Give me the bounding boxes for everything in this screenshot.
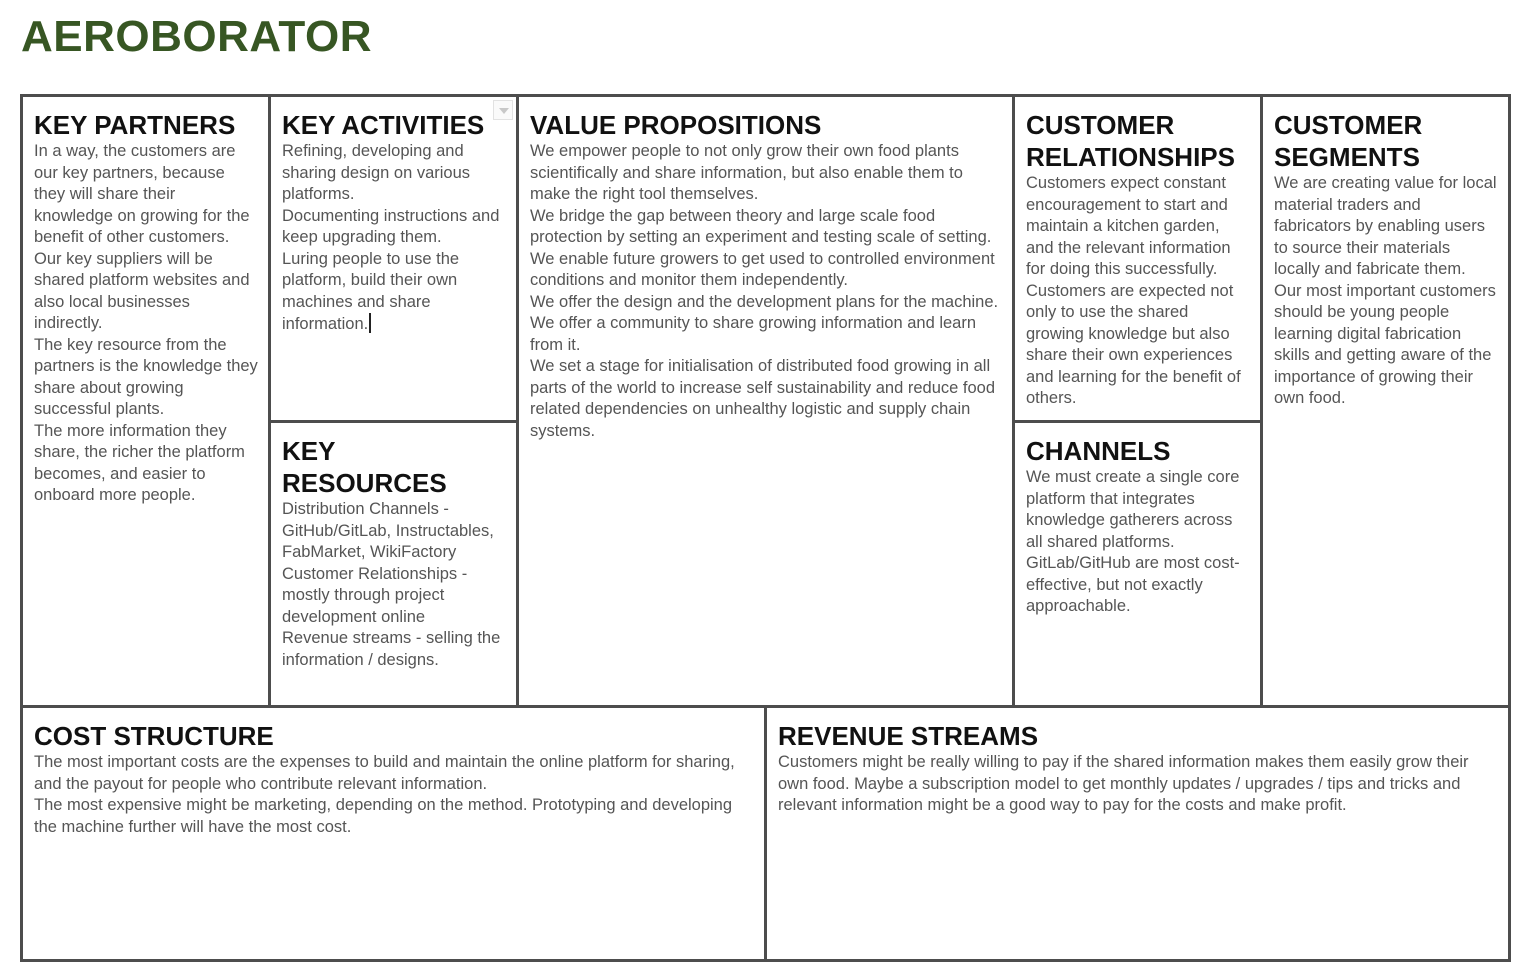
key-activities-cell[interactable] [271, 97, 516, 420]
customer-segments-heading [1274, 109, 1498, 173]
key-activities-heading: KEY ACTIVITIES [282, 110, 485, 140]
text-line [282, 249, 506, 336]
cost-structure-text [34, 752, 754, 838]
customer-relationships-text [1026, 173, 1250, 410]
heading-line: SEGMENTS [1274, 142, 1420, 172]
text-line: The key resource from the partners is the knowledge they share about growing successful plants. [34, 335, 258, 418]
text-line: Our most important customers should be young people learning digital fabrication skills and getting aware of the importance of growing their own food. [1274, 281, 1496, 407]
key-partners-cell[interactable] [23, 97, 268, 705]
channels-heading: CHANNELS [1026, 436, 1171, 466]
text-line: We enable future growers to get used to controlled environment conditions and monitor them independently. [530, 249, 995, 289]
text-line: Customer Relationships - mostly through project development online [282, 564, 468, 626]
customer-relationships-cell[interactable] [1015, 97, 1260, 420]
text-line: Distribution Channels - GitHub/GitLab, Instructables, FabMarket, WikiFactory [282, 500, 494, 561]
text-line: Customers expect constant encouragement to start and maintain a kitchen garden, and the relevant information for doing this successfully. [1026, 174, 1231, 278]
heading-line: CUSTOMER [1274, 110, 1423, 140]
text-cursor [369, 313, 371, 333]
customer-segments-cell[interactable] [1263, 97, 1508, 705]
text-line: Our key suppliers will be shared platform websites and also local businesses indirectly. [34, 249, 250, 332]
key-partners-heading: KEY PARTNERS [34, 110, 236, 140]
key-activities-text [282, 141, 506, 336]
key-resources-text [282, 499, 506, 671]
value-propositions-heading: VALUE PROPOSITIONS [530, 110, 822, 140]
key-resources-heading: KEY RESOURCES [282, 436, 447, 498]
channels-cell[interactable] [1015, 423, 1260, 705]
key-resources-cell[interactable] [271, 423, 516, 705]
value-propositions-text [530, 141, 1002, 442]
text-line: Refining, developing and sharing design on various platforms. [282, 142, 471, 203]
heading-line: RELATIONSHIPS [1026, 142, 1235, 172]
text-line: The most important costs are the expenses to build and maintain the online platform for sharing, and the payout for people who contribute relevant information. [34, 753, 735, 793]
text-line: GitLab/GitHub are most cost-effective, but not exactly approachable. [1026, 554, 1240, 615]
text-line: We are creating value for local material traders and fabricators by enabling users to source their materials locally and fabricate them. [1274, 174, 1497, 278]
business-model-canvas [20, 94, 1511, 962]
text-line: Customers are expected not only to use the shared growing knowledge but also share their own experiences and learning for the benefit of others. [1026, 281, 1241, 407]
text-line: We bridge the gap between theory and large scale food protection by setting an experiment and testing scale of setting. [530, 206, 992, 246]
cost-structure-heading: COST STRUCTURE [34, 721, 274, 751]
heading-line: CUSTOMER [1026, 110, 1175, 140]
revenue-streams-heading: REVENUE STREAMS [778, 721, 1039, 751]
text-line: We set a stage for initialisation of distributed food growing in all parts of the world to increase self sustainability and reduce food related dependencies on unhealthy logistic and supply chain systems. [530, 357, 996, 440]
text-line: We empower people to not only grow their own food plants scientifically and share information, but also enable them to make the right tool themselves. [530, 142, 963, 203]
text-line: In a way, the customers are our key partners, because they will share their knowledge on growing for the benefit of other customers. [34, 142, 250, 246]
channels-text [1026, 467, 1250, 618]
text-line: Customers might be really willing to pay if the shared information makes them easily grow their own food. Maybe a subscription model to get monthly updates / upgrades / tips and tricks and relevant information might be a good way to pay for the costs and make profit. [778, 753, 1469, 814]
cost-structure-cell[interactable] [23, 708, 764, 959]
customer-segments-text [1274, 173, 1498, 410]
key-partners-text [34, 141, 258, 507]
text-line: Revenue streams - selling the information / designs. [282, 629, 501, 669]
text-line: Documenting instructions and keep upgrading them. [282, 206, 500, 246]
revenue-streams-cell[interactable] [767, 708, 1508, 959]
revenue-streams-text [778, 752, 1498, 817]
value-propositions-cell[interactable] [519, 97, 1012, 705]
text-line-content: Luring people to use the platform, build their own machines and share information. [282, 249, 460, 333]
customer-relationships-heading [1026, 109, 1250, 173]
dropdown-arrow-icon[interactable] [493, 100, 513, 120]
text-line: We offer the design and the development plans for the machine. [530, 292, 999, 311]
text-line: The most expensive might be marketing, depending on the method. Prototyping and developing the machine further will have the most cost. [34, 796, 733, 836]
text-line: The more information they share, the richer the platform becomes, and easier to onboard more people. [34, 421, 245, 504]
text-line: We must create a single core platform that integrates knowledge gatherers across all shared platforms. [1026, 468, 1240, 551]
page-title: AEROBORATOR [21, 12, 372, 61]
text-line: We offer a community to share growing information and learn from it. [530, 314, 977, 354]
